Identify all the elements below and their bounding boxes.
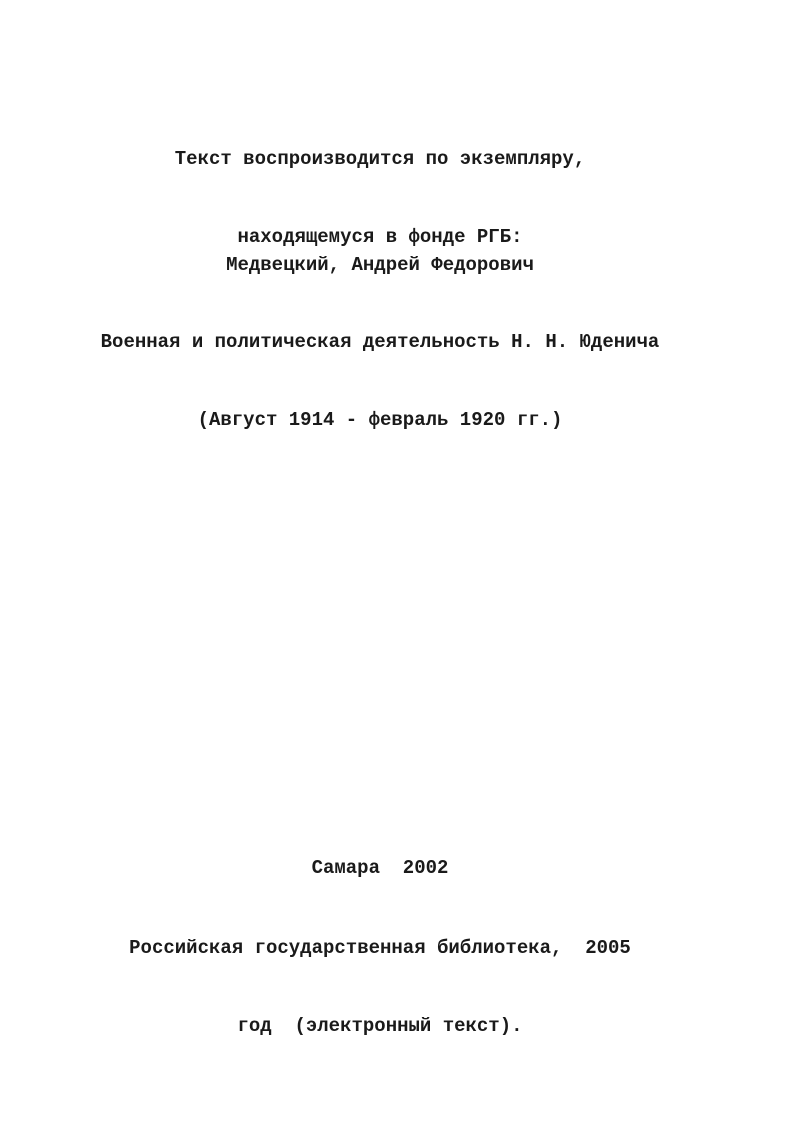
library-note [0,883,760,1091]
library-note-line-1: Российская государственная библиотека, 2005 [129,937,631,959]
source-note-line-1: Текст воспроизводится по экземпляру, [174,148,586,170]
publication-line: Самара 2002 [311,857,449,879]
library-note-line-2: год (электронный текст). [237,1015,523,1037]
dissertation-title [0,277,760,485]
title-line-2: (Август 1914 - февраль 1920 гг.) [197,409,563,431]
author-line: Медвецкий, Андрей Федорович [226,254,534,276]
title-line-1: Военная и политическая деятельность Н. Н. Юденича [100,331,660,353]
source-note-line-2: находящемуся в фонде РГБ: [237,226,523,248]
